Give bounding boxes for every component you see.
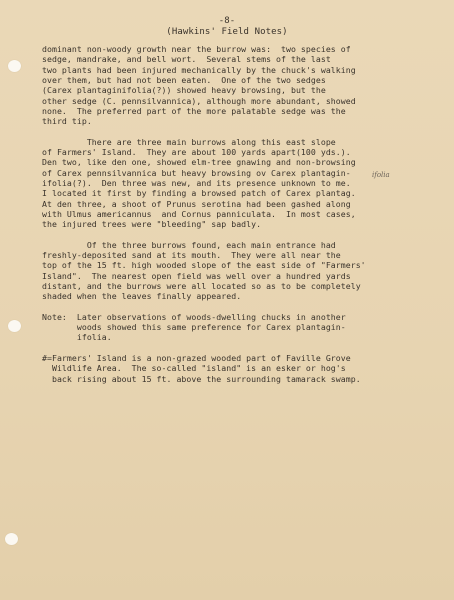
text-line: two plants had been injured mechanically by the chuck's walking [42, 64, 356, 75]
text-line: ifolia. [42, 332, 112, 343]
page-number: -8- [218, 16, 236, 26]
text-line: Wildlife Area. The so-called "island" is an esker or hog's [42, 363, 346, 374]
text-line: back rising about 15 ft. above the surrounding tamarack swamp. [42, 373, 361, 384]
handwritten-annotation: ifolia [372, 171, 390, 179]
text-line: freshly-deposited sand at its mouth. They were all near the [42, 250, 341, 260]
text-line: over them, but had not been eaten. One of the two sedges [42, 74, 326, 85]
punch-hole-top [8, 60, 21, 72]
text-line: shaded when the leaves finally appeared. [42, 291, 242, 302]
text-line: Of the three burrows found, each main entrance had [42, 239, 336, 250]
text-line: dominant non-woody growth near the burrow was: two species of [42, 44, 351, 54]
text-line: the injured trees were "bleeding" sap badly. [42, 219, 262, 230]
punch-hole-middle [8, 320, 21, 332]
text-line: At den three, a shoot of Prunus serotina had been gashed along [42, 198, 351, 209]
text-line: Den two, like den one, showed elm-tree gnawing and non-browsing [42, 157, 356, 168]
page-title: (Hawkins' Field Notes) [166, 27, 288, 37]
text-line: of Carex pennsilvannica but heavy browsing ov Carex plantagin- [42, 167, 351, 178]
text-line: of Farmers' Island. They are about 100 yards apart(100 yds.). [42, 147, 351, 157]
text-line: none. The preferred part of the more palatable sedge was the [42, 105, 346, 116]
text-line: I located it first by finding a browsed patch of Carex plantag. [42, 188, 356, 199]
text-line: top of the 15 ft. high wooded slope of the east side of "Farmers' [42, 260, 366, 271]
text-line: ifolia(?). Den three was new, and its presence unknown to me. [42, 177, 351, 188]
text-line: Note: Later observations of woods-dwelling chucks in another [42, 311, 346, 322]
text-line: other sedge (C. pennsilvannica), although more abundant, showed [42, 95, 356, 106]
text-line: distant, and the burrows were all located so as to be completely [42, 280, 361, 291]
text-line: Island". The nearest open field was well over a hundred yards [42, 270, 351, 281]
text-line: There are three main burrows along this east slope [42, 136, 336, 147]
text-line: (Carex plantaginifolia(?)) showed heavy browsing, but the [42, 85, 326, 96]
text-line: sedge, mandrake, and bell wort. Several stems of the last [42, 54, 331, 65]
text-line: third tip. [42, 116, 92, 127]
text-line: with Ulmus americannus and Cornus panniculata. In most cases, [42, 208, 356, 219]
text-line: #=Farmers' Island is a non-grazed wooded part of Faville Grove [42, 353, 351, 363]
text-line: woods showed this same preference for Carex plantagin- [42, 322, 346, 333]
punch-hole-bottom [5, 533, 18, 545]
